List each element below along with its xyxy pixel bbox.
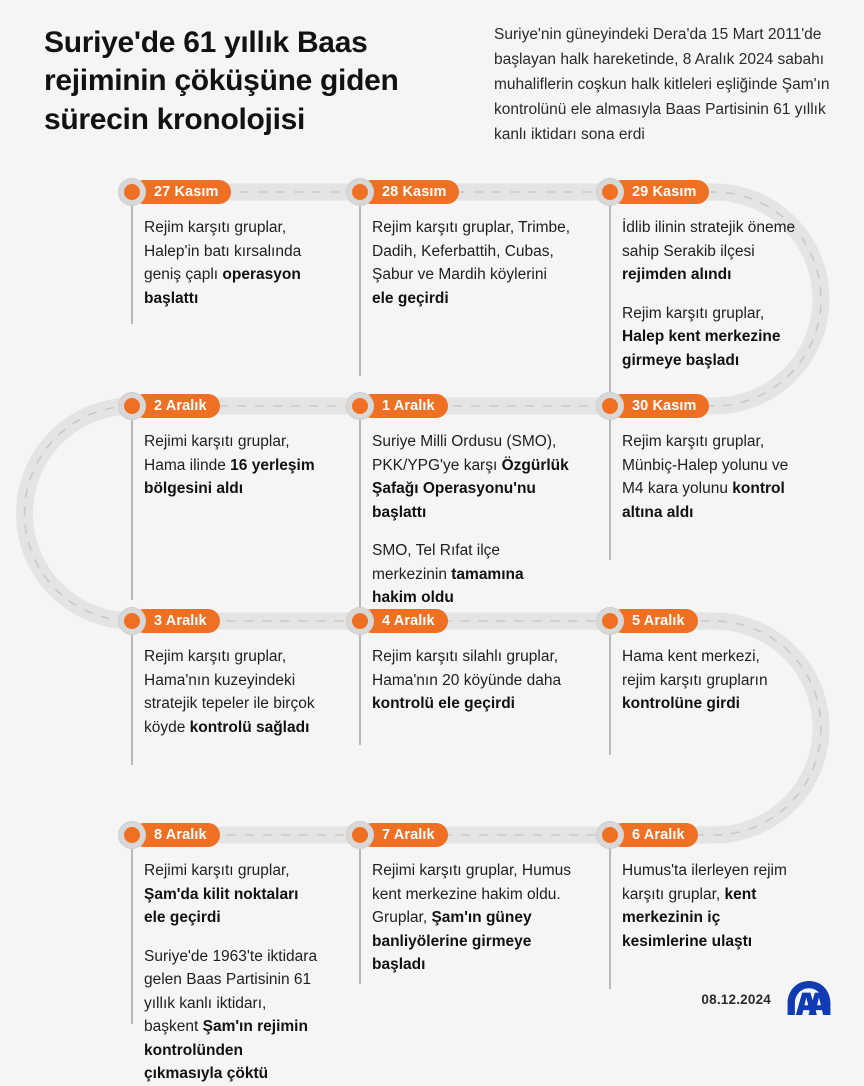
date-badge: 8 Aralık — [132, 823, 220, 847]
anadolu-agency-logo-icon — [784, 979, 834, 1017]
timeline-entry-text — [372, 216, 571, 310]
plain-text: Rejim karşıtı gruplar, Halep'in batı kırsalında geniş çaplı — [144, 219, 302, 284]
date-badge: 1 Aralık — [360, 394, 448, 418]
timeline-entry-text — [622, 859, 796, 953]
timeline-stem — [609, 849, 611, 989]
timeline-paragraph — [372, 645, 571, 716]
timeline-marker-icon — [346, 821, 374, 849]
timeline-marker-icon — [596, 821, 624, 849]
emphasis-text: Şam'da kilit noktaları ele geçirdi — [144, 885, 299, 927]
timeline-paragraph — [144, 945, 318, 1086]
timeline-stem — [609, 206, 611, 396]
timeline-paragraph — [372, 539, 571, 610]
timeline-stem — [359, 635, 361, 745]
timeline-marker-icon — [118, 178, 146, 206]
plain-text: Suriye'de 1963'te iktidara gelen Baas Partisinin 61 yıllık kanlı iktidarı, başkent — [144, 947, 318, 1036]
intro-paragraph: Suriye'nin güneyindeki Dera'da 15 Mart 2011'de başlayan halk hareketinde, 8 Aralık 2024 sabahı muhaliflerin coşkun halk kitleleri eşliğinde Şam'ın kontrolünü ele almasıyla Baas Partisinin 61 yıllık kanlı iktidarı sona erdi — [494, 26, 830, 144]
plain-text: Suriye Milli Ordusu (SMO), PKK/YPG'ye karşı — [372, 433, 557, 474]
emphasis-text: ele geçirdi — [372, 289, 449, 307]
plain-text: Rejim karşıtı gruplar, Münbiç-Halep yolunu ve M4 kara yolunu — [622, 433, 789, 498]
timeline-paragraph — [622, 645, 796, 716]
timeline-entry-text — [622, 216, 796, 372]
page-title: Suriye'de 61 yıllık Baas rejiminin çöküşüne giden sürecin kronolojisi — [44, 26, 399, 136]
emphasis-text: operasyon başlattı — [144, 266, 301, 307]
timeline-marker-icon — [596, 607, 624, 635]
plain-text: Rejim karşıtı silahlı gruplar, Hama'nın 20 köyünde daha — [372, 648, 562, 689]
emphasis-text: Şam'ın rejimin kontrolünden çıkmasıyla çöktü — [144, 1018, 308, 1083]
timeline-paragraph — [144, 645, 318, 739]
timeline-stem — [609, 420, 611, 560]
plain-text: Rejim karşıtı gruplar, Hama'nın kuzeyindeki stratejik tepeler ile birçok köyde — [144, 648, 315, 736]
plain-text: Rejimi karşıtı gruplar, Hama ilinde — [144, 433, 290, 474]
emphasis-text: 16 yerleşim bölgesini aldı — [144, 456, 315, 498]
timeline-paragraph — [372, 430, 571, 524]
timeline-paragraph — [372, 216, 571, 310]
emphasis-text: kent merkezinin iç kesimlerine ulaştı — [622, 885, 757, 950]
timeline-stem — [131, 849, 133, 1024]
timeline-paragraph — [622, 216, 796, 287]
timeline-entry-text — [372, 645, 571, 716]
emphasis-text: kontrolü sağladı — [189, 718, 310, 736]
timeline-marker-icon — [346, 178, 374, 206]
timeline-paragraph — [144, 859, 318, 930]
date-badge: 30 Kasım — [610, 394, 709, 418]
timeline-entry-text — [372, 430, 571, 610]
timeline-stem — [359, 420, 361, 620]
date-badge: 29 Kasım — [610, 180, 709, 204]
timeline-marker-icon — [346, 392, 374, 420]
timeline-paragraph — [622, 302, 796, 373]
timeline-marker-icon — [596, 392, 624, 420]
timeline-stem — [131, 635, 133, 765]
plain-text: İdlib ilinin stratejik öneme sahip Serakib ilçesi — [622, 219, 796, 260]
timeline-stem — [609, 635, 611, 755]
timeline-marker-icon — [596, 178, 624, 206]
plain-text: Rejim karşıtı gruplar, — [622, 304, 765, 322]
timeline-marker-icon — [118, 392, 146, 420]
emphasis-text: Özgürlük Şafağı Operasyonu'nu başlattı — [372, 456, 569, 521]
timeline-marker-icon — [346, 607, 374, 635]
publish-date: 08.12.2024 — [701, 992, 771, 1007]
emphasis-text: rejimden alındı — [622, 266, 732, 284]
date-badge: 7 Aralık — [360, 823, 448, 847]
timeline-paragraph — [144, 216, 318, 310]
date-badge: 6 Aralık — [610, 823, 698, 847]
emphasis-text: Şam'ın güney banliyölerine girmeye başladı — [372, 909, 532, 974]
plain-text: Hama kent merkezi, rejim karşıtı grupların — [622, 648, 768, 689]
emphasis-text: kontrolüne girdi — [622, 695, 740, 713]
timeline-entry-text — [144, 216, 318, 310]
timeline-entry-text — [372, 859, 571, 977]
timeline-entry-text — [622, 645, 796, 716]
timeline-paragraph — [622, 430, 796, 524]
timeline-stem — [359, 206, 361, 376]
timeline-stem — [131, 420, 133, 600]
timeline-entry-text — [144, 859, 318, 1086]
timeline-paragraph — [372, 859, 571, 977]
date-badge: 2 Aralık — [132, 394, 220, 418]
date-badge: 3 Aralık — [132, 609, 220, 633]
timeline-entry-text — [144, 645, 318, 739]
plain-text: SMO, Tel Rıfat ilçe merkezinin — [372, 542, 501, 583]
emphasis-text: kontrolü ele geçirdi — [372, 695, 515, 713]
timeline-paragraph — [144, 430, 318, 501]
emphasis-text: kontrol altına aldı — [622, 480, 785, 521]
date-badge: 27 Kasım — [132, 180, 231, 204]
timeline-entry-text — [622, 430, 796, 524]
plain-text: Humus'ta ilerleyen rejim karşıtı gruplar, — [622, 862, 787, 903]
date-badge: 5 Aralık — [610, 609, 698, 633]
timeline-paragraph — [622, 859, 796, 953]
timeline-marker-icon — [118, 821, 146, 849]
emphasis-text: tamamına hakim oldu — [372, 565, 524, 607]
emphasis-text: Halep kent merkezine girmeye başladı — [622, 328, 781, 369]
timeline-stem — [359, 849, 361, 984]
timeline-marker-icon — [118, 607, 146, 635]
plain-text: Rejimi karşıtı gruplar, — [144, 862, 290, 879]
plain-text: Rejim karşıtı gruplar, Trimbe, Dadih, Keferbattih, Cubas, Şabur ve Mardih köylerini — [372, 219, 571, 284]
plain-text: Rejimi karşıtı gruplar, Humus kent merkezine hakim oldu. Gruplar, — [372, 862, 571, 927]
timeline-stem — [131, 206, 133, 324]
date-badge: 4 Aralık — [360, 609, 448, 633]
date-badge: 28 Kasım — [360, 180, 459, 204]
timeline-entry-text — [144, 430, 318, 501]
